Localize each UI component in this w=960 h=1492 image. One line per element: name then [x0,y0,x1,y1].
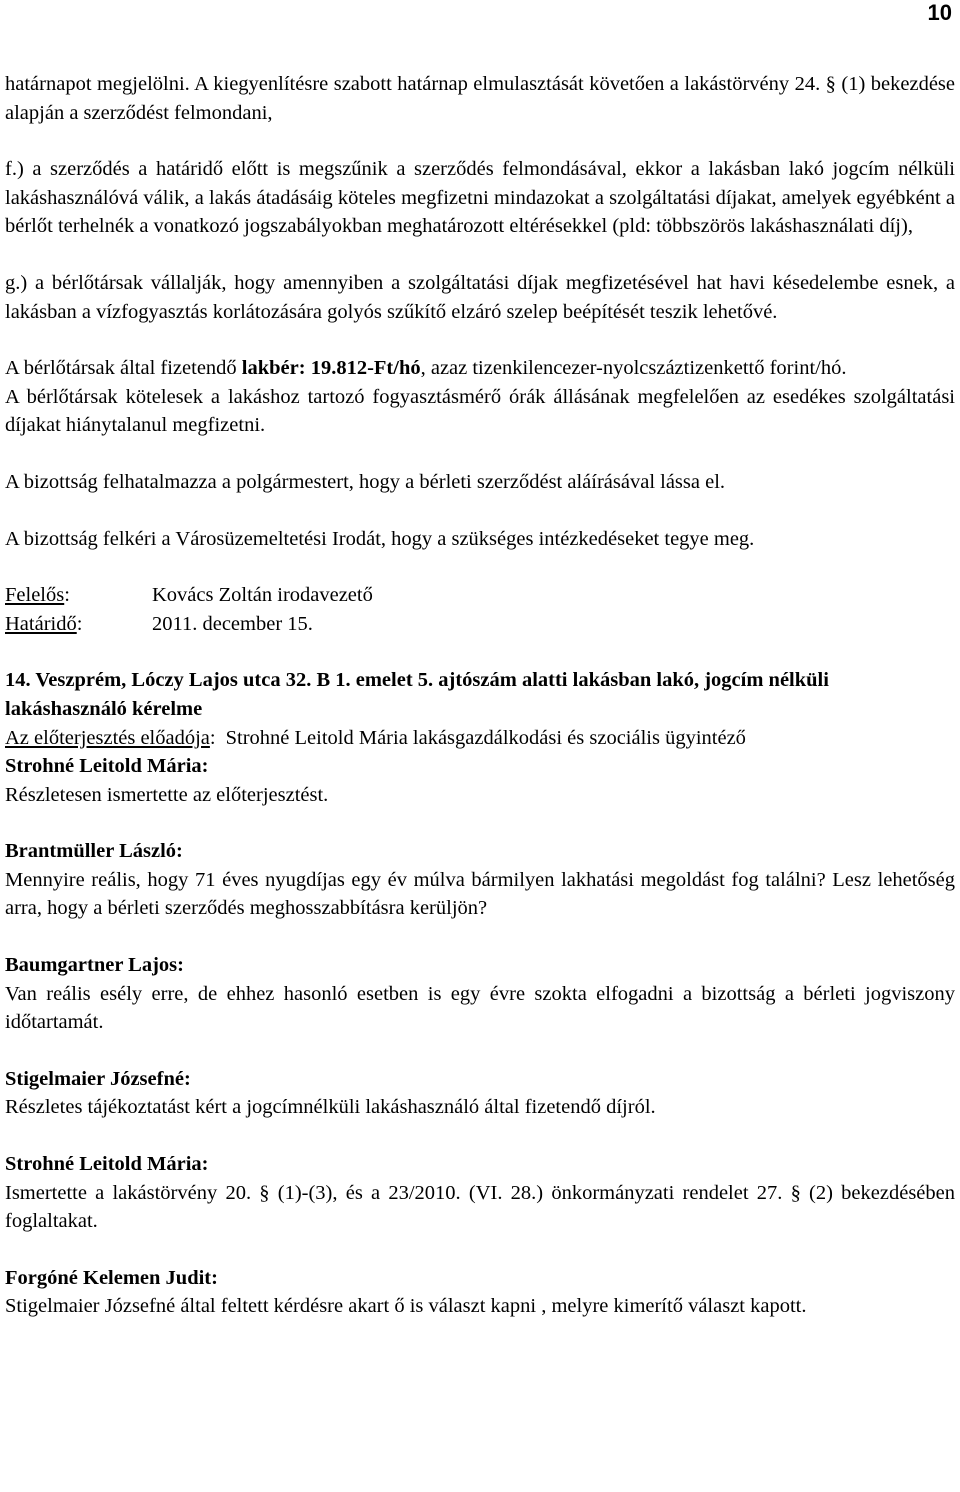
speech-block [5,1150,955,1236]
rapporteur-row [5,724,955,753]
rent-text-pre: A bérlőtársak által fizetendő [5,357,242,380]
responsible-value: Kovács Zoltán irodavezető [152,584,373,607]
responsible-row [5,581,955,610]
speaker-name: Baumgartner Lajos: [5,954,184,977]
speaker-name: Stigelmaier Józsefné: [5,1067,191,1090]
rapporteur-value: Strohné Leitold Mária lakásgazdálkodási és szociális ügyintéző [225,726,746,749]
speech-text: Stigelmaier Józsefné által feltett kérdésre akart ő is választ kapni , melyre kimerítő választ kapott. [5,1295,807,1318]
speech-block [5,752,955,809]
agenda-item-14-heading: 14. Veszprém, Lóczy Lajos utca 32. B 1. emelet 5. ajtószám alatti lakásban lakó, jogcím nélküli lakáshasználó kérelme [5,669,829,720]
paragraph-rent [5,354,955,383]
speech-text: Részletes tájékoztatást kért a jogcímnélküli lakáshasználó által fizetendő díjról. [5,1096,656,1119]
paragraph-request: A bizottság felkéri a Városüzemeltetési Irodát, hogy a szükséges intézkedéseket tegye meg. [5,527,755,550]
speech-text: Részletesen ismertette az előterjesztést. [5,783,329,806]
speech-text: Mennyire reális, hogy 71 éves nyugdíjas egy év múlva bármilyen lakhatási megoldást fog találni? Lesz lehetőség arra, hogy a bérleti szerződés meghosszabbításra kerüljön? [5,868,955,920]
speech-block [5,1264,955,1321]
paragraph-authorization: A bizottság felhatalmazza a polgármestert, hogy a bérleti szerződést aláírásával lássa el. [5,470,726,493]
deadline-value: 2011. december 15. [152,612,313,635]
rent-amount: lakbér: 19.812-Ft/hó [241,357,421,380]
document-body [5,70,955,1321]
speaker-name: Brantmüller László: [5,840,183,863]
paragraph-meters: A bérlőtársak kötelesek a lakáshoz tartozó fogyasztásmérő órák állásának megfelelően az esedékes szolgáltatási díjakat hiánytalanul megfizetni. [5,385,955,437]
rapporteur-colon: : [209,726,216,749]
speech-block [5,1065,955,1122]
paragraph-deadline-notice: határnapot megjelölni. A kiegyenlítésre szabott határnap elmulasztását követően a lakástörvény 24. § (1) bekezdése alapján a szerződést felmondani, [5,73,955,124]
deadline-row [5,610,955,639]
speaker-name: Strohné Leitold Mária: [5,1153,209,1176]
deadline-colon: : [76,612,83,635]
rent-text-post: , azaz tizenkilencezer-nyolcszáztizenkettő forint/hó. [420,357,847,380]
speaker-name: Forgóné Kelemen Judit: [5,1266,218,1289]
speech-text: Ismertette a lakástörvény 20. § (1)-(3), és a 23/2010. (VI. 28.) önkormányzati rendelet 27. § (2) bekezdésében foglaltakat. [5,1181,955,1233]
deadline-label: Határidő [5,612,77,635]
rapporteur-label: Az előterjesztés előadója [5,726,210,749]
speech-text: Van reális esély erre, de ehhez hasonló esetben is egy évre szokta elfogadni a bizottság a bérleti jogviszony időtartamát. [5,982,955,1034]
page-number: 10 [927,0,952,25]
responsible-colon: : [64,584,70,607]
paragraph-f: f.) a szerződés a határidő előtt is megszűnik a szerződés felmondásával, ekkor a lakásban lakó jogcím nélküli lakáshasználóvá válik, a lakás átadásáig köteles megfizetni mindazokat a szolgáltatási díjakat, amelyek egyébként a bérlőt terhelnék a vonatkozó jogszabályokban meghatározott eltérésekkel (pld: többszörös lakáshasználati díj), [5,158,955,238]
paragraph-g: g.) a bérlőtársak vállalják, hogy amennyiben a szolgáltatási díjak megfizetésével hat havi késedelembe esnek, a lakásban a vízfogyasztás korlátozására golyós szűkítő elzáró szelep beépítését teszik lehetővé. [5,271,955,323]
speech-block [5,951,955,1037]
speaker-name: Strohné Leitold Mária: [5,755,209,778]
speech-block [5,837,955,923]
responsible-label: Felelős [5,584,65,607]
